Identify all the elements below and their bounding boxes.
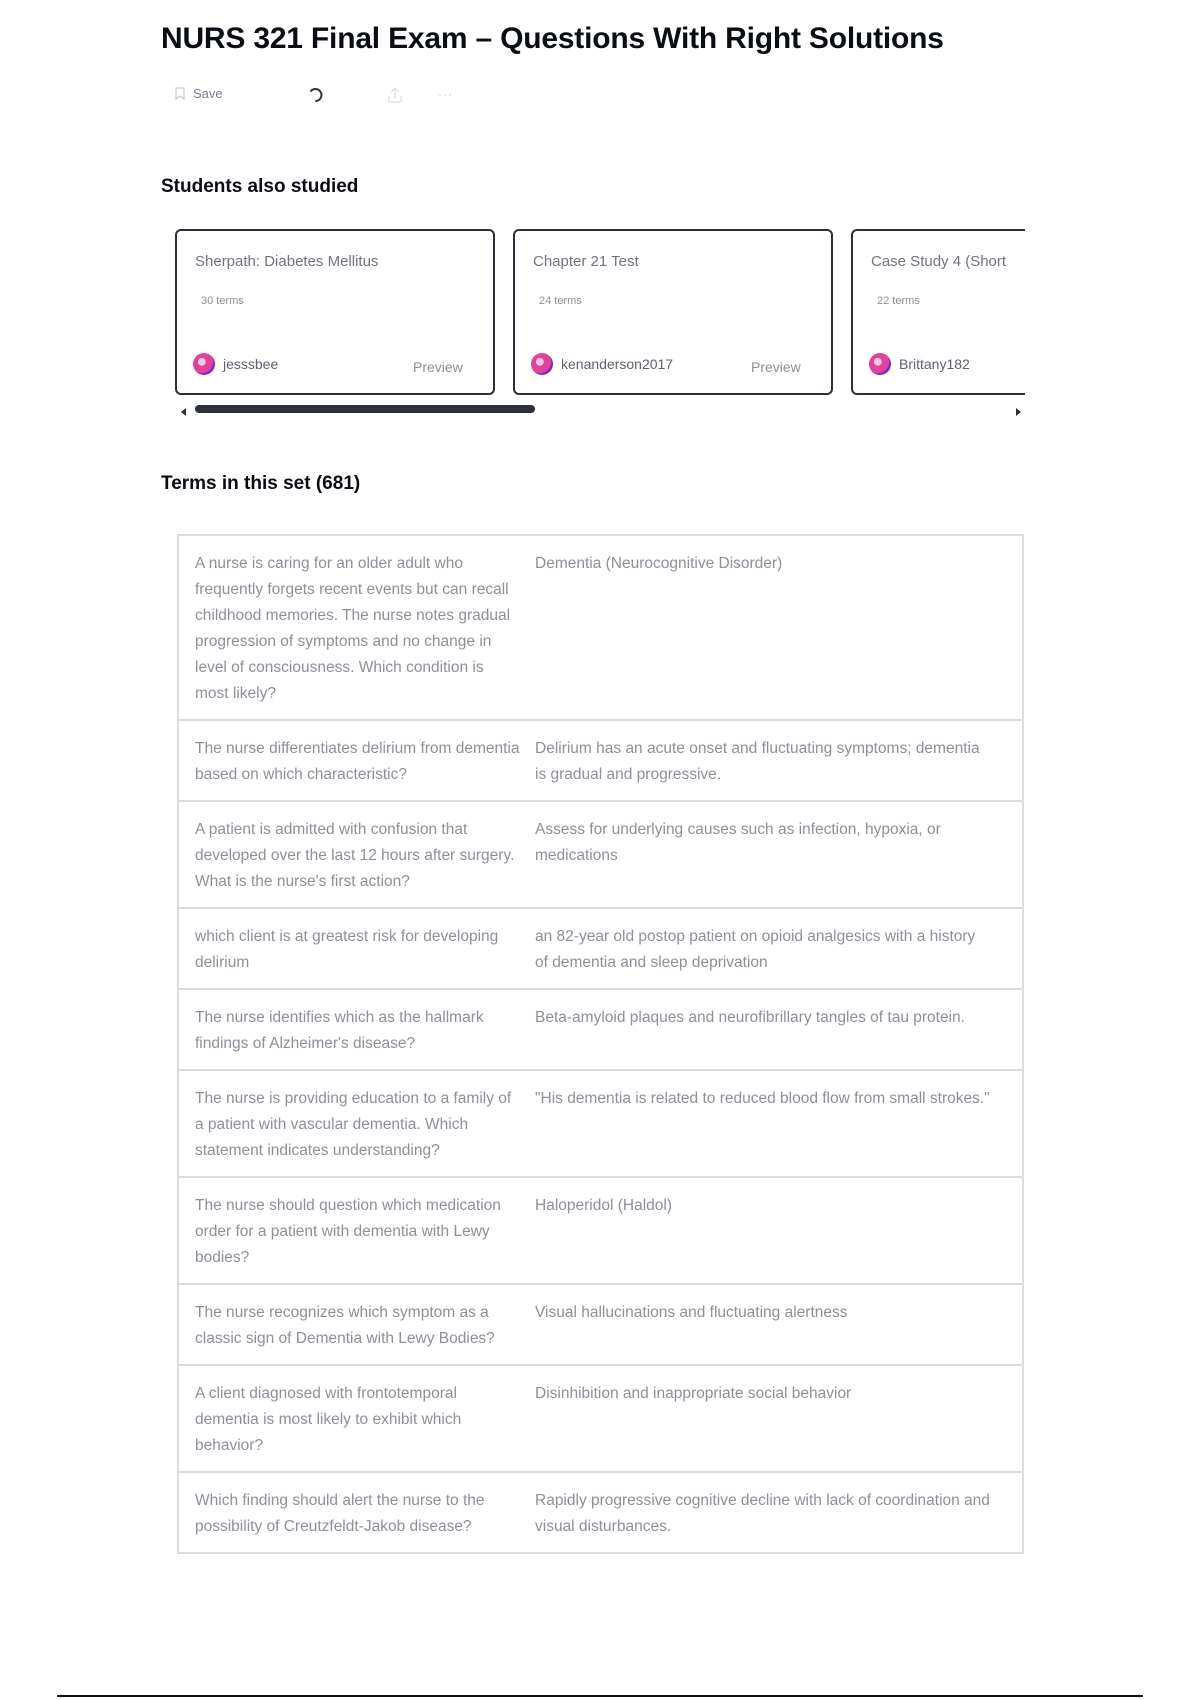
card-author[interactable]: [531, 353, 673, 375]
page-title: NURS 321 Final Exam – Questions With Right Solutions: [161, 22, 944, 56]
card-title: Case Study 4 (Short: [871, 253, 1007, 270]
scroll-right-arrow-icon[interactable]: [1013, 404, 1023, 414]
term-answer: Dementia (Neurocognitive Disorder): [535, 555, 783, 572]
term-row: [179, 1069, 1022, 1176]
term-question: which client is at greatest risk for developing delirium: [195, 928, 499, 971]
term-answer: Visual hallucinations and fluctuating alertness: [535, 1304, 848, 1321]
scroll-left-arrow-icon[interactable]: [179, 404, 189, 414]
term-answer: an 82-year old postop patient on opioid analgesics with a history of dementia and sleep deprivation: [535, 928, 976, 971]
term-answer: Delirium has an acute onset and fluctuating symptoms; dementia is gradual and progressive.: [535, 740, 980, 783]
term-row: [179, 719, 1022, 800]
card-author[interactable]: [193, 353, 278, 375]
term-question: A patient is admitted with confusion that developed over the last 12 hours after surgery. What is the nurse's first action?: [195, 821, 515, 890]
term-answer: Haloperidol (Haldol): [535, 1197, 672, 1214]
action-bar: [175, 82, 495, 112]
study-set-card[interactable]: [851, 229, 1025, 395]
study-set-card[interactable]: [175, 229, 495, 395]
author-name: kenanderson2017: [561, 356, 674, 372]
card-title: Sherpath: Diabetes Mellitus: [195, 253, 379, 270]
term-row: [179, 1283, 1022, 1364]
study-set-card[interactable]: [513, 229, 833, 395]
term-question: The nurse differentiates delirium from dementia based on which characteristic?: [195, 740, 520, 783]
card-title: Chapter 21 Test: [533, 253, 639, 270]
share-icon[interactable]: [387, 86, 403, 109]
study-set-carousel: [175, 229, 1025, 415]
term-row: [179, 907, 1022, 988]
term-row: [179, 800, 1022, 907]
term-row: [179, 988, 1022, 1069]
card-term-count: 30 terms: [201, 295, 244, 307]
term-row: [179, 1176, 1022, 1283]
term-question: A client diagnosed with frontotemporal dementia is most likely to exhibit which behavior?: [195, 1385, 462, 1454]
terms-heading: Terms in this set (681): [161, 472, 361, 494]
term-row: [179, 1364, 1022, 1471]
term-question: The nurse should question which medication order for a patient with dementia with Lewy bodies?: [195, 1197, 501, 1266]
save-label: Save: [193, 86, 223, 101]
card-author[interactable]: [869, 353, 970, 375]
preview-button[interactable]: Preview: [413, 359, 463, 375]
students-also-studied-heading: Students also studied: [161, 175, 359, 197]
term-question: Which finding should alert the nurse to the possibility of Creutzfeldt-Jakob disease?: [195, 1492, 485, 1535]
avatar: [193, 353, 215, 375]
save-button[interactable]: [175, 86, 223, 101]
terms-table: [177, 534, 1024, 1554]
avatar: [869, 353, 891, 375]
term-question: A nurse is caring for an older adult who frequently forgets recent events but can recall childhood memories. The nurse notes gradual progression of symptoms and no change in level of consciousness. Which condition is most likely?: [195, 555, 511, 702]
card-term-count: 22 terms: [877, 295, 920, 307]
term-question: The nurse recognizes which symptom as a classic sign of Dementia with Lewy Bodies?: [195, 1304, 495, 1347]
scrollbar-thumb[interactable]: [195, 405, 535, 413]
term-answer: Disinhibition and inappropriate social behavior: [535, 1385, 852, 1402]
bookmark-icon: [175, 87, 185, 100]
loading-spinner-icon: [307, 86, 325, 109]
carousel-scrollbar[interactable]: [175, 403, 1025, 415]
more-icon[interactable]: [437, 86, 453, 109]
term-row: [179, 536, 1022, 719]
term-row: [179, 1471, 1022, 1552]
author-name: Brittany182: [899, 356, 970, 372]
term-answer: Assess for underlying causes such as infection, hypoxia, or medications: [535, 821, 941, 864]
preview-button[interactable]: Preview: [751, 359, 801, 375]
card-term-count: 24 terms: [539, 295, 582, 307]
term-answer: Rapidly progressive cognitive decline with lack of coordination and visual disturbances.: [535, 1492, 990, 1535]
term-answer: "His dementia is related to reduced blood flow from small strokes.": [535, 1090, 990, 1107]
term-answer: Beta-amyloid plaques and neurofibrillary tangles of tau protein.: [535, 1009, 965, 1026]
author-name: jesssbee: [223, 356, 279, 372]
term-question: The nurse is providing education to a family of a patient with vascular dementia. Which statement indicates understanding?: [195, 1090, 512, 1159]
footer-divider: [57, 1695, 1143, 1697]
avatar: [531, 353, 553, 375]
term-question: The nurse identifies which as the hallmark findings of Alzheimer's disease?: [195, 1009, 484, 1052]
